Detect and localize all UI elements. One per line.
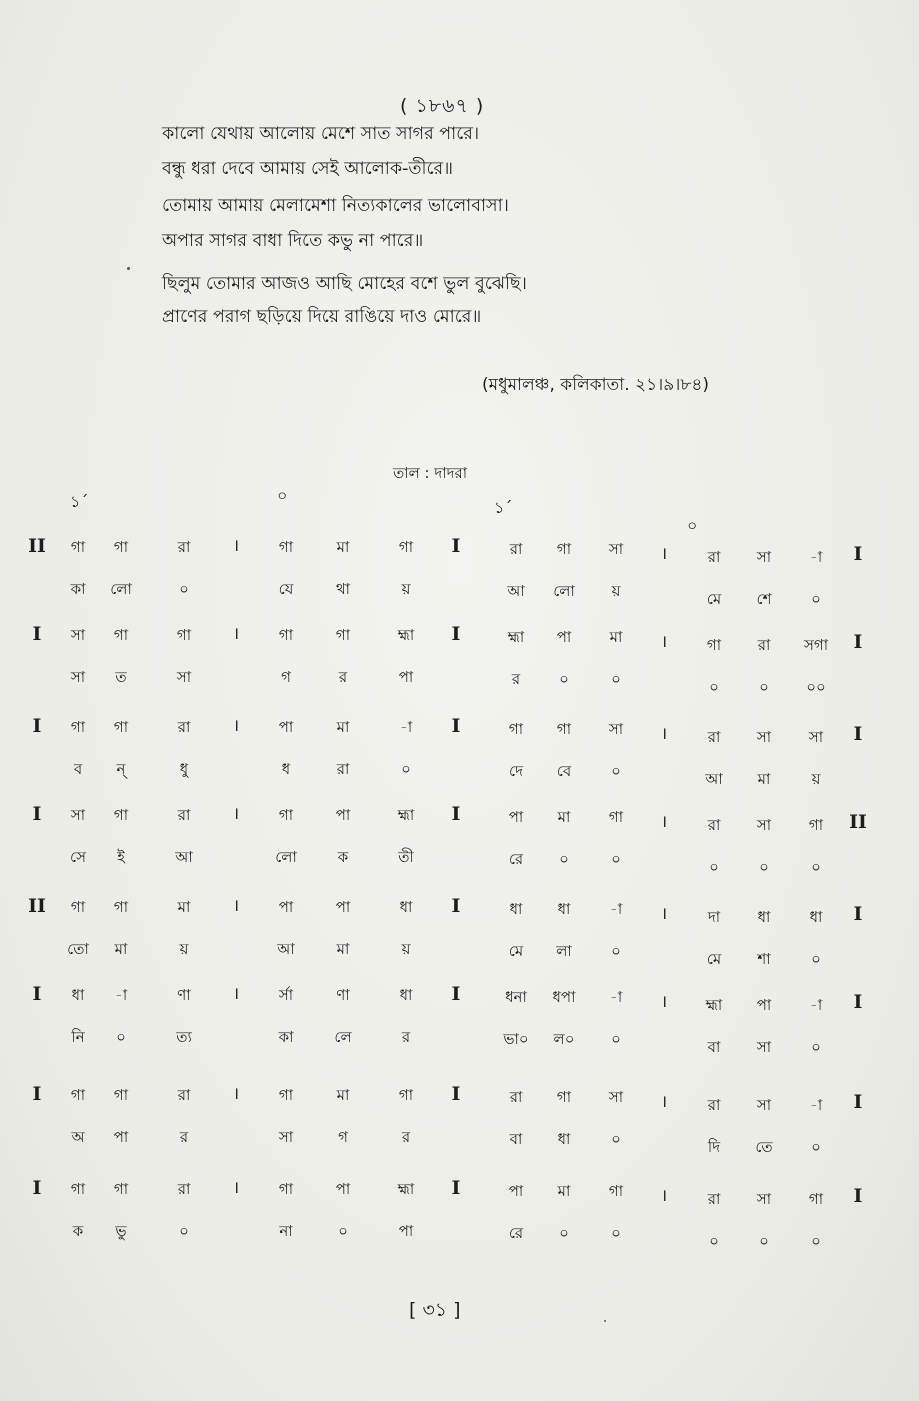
lyric-syllable: ক <box>337 848 349 866</box>
lyric-syllable: মা <box>757 770 771 788</box>
svara-note: গা <box>113 626 129 644</box>
lyric-syllable: রে <box>508 1224 524 1242</box>
svara-note: গা <box>278 626 294 644</box>
lyric-syllable: ল০ <box>553 1030 575 1048</box>
lyric-syllable: তী <box>398 848 414 866</box>
svara-note: পা <box>556 628 572 646</box>
bar-line: II <box>28 535 46 557</box>
lyric-syllable: ধা <box>557 1130 571 1148</box>
svara-note: সা <box>808 728 824 746</box>
lyric-syllable: ০ <box>709 678 719 696</box>
bar-line: I <box>32 1083 42 1105</box>
lyric-syllable: ০ <box>559 850 569 868</box>
lyric-syllable: শে <box>756 590 772 608</box>
svara-note: গা <box>556 1088 572 1106</box>
svara-note: গা <box>608 808 624 826</box>
lyric-syllable: র <box>338 668 348 686</box>
lyric-syllable: লো <box>110 580 132 598</box>
svara-note: ধা <box>399 898 413 916</box>
bar-line: । <box>232 716 240 736</box>
svara-note: গা <box>556 540 572 558</box>
lyric-syllable: ০ <box>611 942 621 960</box>
svara-note: হ্মা <box>397 806 415 824</box>
bar-line: I <box>853 543 863 565</box>
svara-note: -া <box>809 1096 823 1114</box>
bar-line: I <box>853 723 863 745</box>
bar-line: II <box>849 811 867 833</box>
song-number: ( ১৮৬৭ ) <box>400 95 485 117</box>
lyric-syllable: থা <box>335 580 351 598</box>
lyric-syllable: সা <box>70 668 86 686</box>
svara-note: গা <box>398 1086 414 1104</box>
svara-note: মা <box>557 1182 571 1200</box>
svara-note: পা <box>335 898 351 916</box>
svara-note: সা <box>756 1190 772 1208</box>
svara-note: মা <box>336 538 350 556</box>
svara-note: রা <box>509 1088 523 1106</box>
lyric-syllable: কা <box>278 1028 294 1046</box>
svara-note: পা <box>335 806 351 824</box>
bar-line: । <box>232 984 240 1004</box>
lyric-syllable: র <box>179 1128 189 1146</box>
notation-row <box>0 895 919 978</box>
svara-note: গা <box>608 1182 624 1200</box>
bar-line: I <box>451 715 461 737</box>
svara-note: গা <box>278 1180 294 1198</box>
svara-note: হ্মা <box>397 1180 415 1198</box>
lyric-syllable: য় <box>811 770 821 788</box>
lyric-syllable: মা <box>114 940 128 958</box>
lyric-syllable: য় <box>401 940 411 958</box>
svara-note: গা <box>113 718 129 736</box>
lyric-syllable: আ <box>175 848 193 866</box>
svara-note: ধপা <box>552 988 576 1006</box>
lyric-syllable: য় <box>611 582 621 600</box>
svara-note: -া <box>609 988 623 1006</box>
svara-note: -া <box>809 548 823 566</box>
svara-note: ধা <box>399 986 413 1004</box>
lyric-syllable: দি <box>707 1138 721 1156</box>
lyric-syllable: য় <box>401 580 411 598</box>
svara-note: গা <box>176 626 192 644</box>
lyric-syllable: না <box>279 1222 293 1240</box>
svara-note: রা <box>509 540 523 558</box>
lyric-syllable: ০ <box>611 850 621 868</box>
svara-note: পা <box>508 808 524 826</box>
ink-speck <box>127 267 130 270</box>
bar-line: I <box>32 715 42 737</box>
lyric-syllable: ০ <box>811 590 821 608</box>
notation-row <box>0 983 919 1066</box>
lyric-syllable: সা <box>756 1038 772 1056</box>
bar-line: I <box>853 1091 863 1113</box>
svara-note: পা <box>278 898 294 916</box>
svara-note: সা <box>608 1088 624 1106</box>
svara-note: ধা <box>71 986 85 1004</box>
svara-note: রা <box>707 1096 721 1114</box>
lyric-syllable: রে <box>508 850 524 868</box>
lyric-syllable: আ <box>277 940 295 958</box>
svara-note: ধা <box>557 900 571 918</box>
beat-mark: ০ <box>687 516 698 535</box>
bar-line: I <box>451 1177 461 1199</box>
svara-note: রা <box>707 548 721 566</box>
svara-note: গা <box>335 626 351 644</box>
svara-note: রা <box>177 1086 191 1104</box>
lyric-syllable: ই <box>117 848 125 866</box>
svara-note: গা <box>508 720 524 738</box>
bar-line: I <box>853 991 863 1013</box>
lyric-syllable: লো <box>553 582 575 600</box>
svara-note: সা <box>756 816 772 834</box>
svara-note: গা <box>556 720 572 738</box>
lyric-syllable: নি <box>71 1028 85 1046</box>
lyric-syllable: ০ <box>179 1222 189 1240</box>
svara-note: গা <box>398 538 414 556</box>
bar-line: I <box>32 983 42 1005</box>
svara-note: ণা <box>336 986 350 1004</box>
bar-line: I <box>853 903 863 925</box>
svara-note: পা <box>278 718 294 736</box>
bar-line: । <box>660 992 668 1012</box>
lyric-line: অপার সাগর বাধা দিতে কভু না পারে॥ <box>162 231 424 251</box>
page-number: [ ৩১ ] <box>409 1299 461 1321</box>
svara-note: ধা <box>757 908 771 926</box>
svara-note: গা <box>278 538 294 556</box>
lyric-syllable: ভু <box>115 1222 127 1240</box>
lyrics-block <box>162 120 802 332</box>
svara-note: -া <box>114 986 128 1004</box>
lyric-syllable: ০ <box>179 580 189 598</box>
lyric-syllable: র <box>401 1028 411 1046</box>
bar-line: I <box>451 1083 461 1105</box>
svara-note: গা <box>278 806 294 824</box>
beat-mark: ১´ <box>494 498 513 517</box>
svara-note: রা <box>707 728 721 746</box>
bar-line: । <box>232 896 240 916</box>
lyric-syllable: য় <box>179 940 189 958</box>
lyric-syllable: ০ <box>559 670 569 688</box>
lyric-syllable: ০ <box>611 1224 621 1242</box>
bar-line: । <box>232 804 240 824</box>
bar-line: I <box>451 623 461 645</box>
lyric-syllable: ধু <box>179 760 189 778</box>
notation-row <box>0 623 919 706</box>
bar-line: । <box>660 544 668 564</box>
notation-row <box>0 715 919 798</box>
lyric-line: প্রাণের পরাগ ছড়িয়ে দিয়ে রাঙিয়ে দাও মোরে॥ <box>162 307 482 327</box>
bar-line: । <box>660 904 668 924</box>
notation-row <box>0 803 919 886</box>
svara-note: -া <box>609 900 623 918</box>
svara-note: সা <box>608 540 624 558</box>
lyric-syllable: শা <box>757 950 771 968</box>
lyric-syllable: আ <box>507 582 525 600</box>
lyric-syllable: ক <box>72 1222 84 1240</box>
lyric-syllable: ব <box>73 760 83 778</box>
ink-speck <box>604 1320 606 1322</box>
lyric-syllable: লা <box>556 942 572 960</box>
bar-line: । <box>660 1186 668 1206</box>
svara-note: রা <box>177 806 191 824</box>
bar-line: I <box>853 631 863 653</box>
lyric-syllable: বে <box>556 762 572 780</box>
notation-row <box>0 1083 919 1166</box>
svara-note: মা <box>336 1086 350 1104</box>
bar-line: I <box>451 535 461 557</box>
bar-line: । <box>232 1178 240 1198</box>
bar-line: I <box>451 895 461 917</box>
lyric-syllable: ০ <box>811 858 821 876</box>
bar-line: । <box>232 1084 240 1104</box>
taal-label: তাল : দাদরা <box>393 464 468 482</box>
bar-line: I <box>451 803 461 825</box>
lyric-syllable: ত <box>115 668 127 686</box>
lyric-syllable: ০ <box>759 1232 769 1250</box>
svara-note: সা <box>70 626 86 644</box>
lyric-syllable: যে <box>278 580 294 598</box>
lyric-syllable: রা <box>336 760 350 778</box>
svara-note: পা <box>508 1182 524 1200</box>
svara-note: রা <box>177 538 191 556</box>
lyric-syllable: মা <box>336 940 350 958</box>
lyric-syllable: মে <box>706 590 722 608</box>
lyric-syllable: ০ <box>811 1138 821 1156</box>
beat-mark: ১´ <box>70 492 89 511</box>
lyric-syllable: লো <box>275 848 297 866</box>
lyric-syllable: আ <box>705 770 723 788</box>
svara-note: গা <box>70 538 86 556</box>
bar-line: II <box>28 895 46 917</box>
lyric-syllable: ত্য <box>176 1028 192 1046</box>
svara-note: সা <box>756 728 772 746</box>
svara-note: হ্মা <box>397 626 415 644</box>
lyric-syllable: ০ <box>811 1232 821 1250</box>
svara-note: মা <box>336 718 350 736</box>
bar-line: I <box>853 1185 863 1207</box>
svara-note: রা <box>707 1190 721 1208</box>
svara-note: হ্মা <box>705 996 723 1014</box>
bar-line: I <box>32 623 42 645</box>
bar-line: । <box>660 724 668 744</box>
lyric-syllable: দে <box>509 762 523 780</box>
bar-line: । <box>660 632 668 652</box>
svara-note: গা <box>113 1086 129 1104</box>
lyric-syllable: কা <box>70 580 86 598</box>
svara-note: রা <box>707 816 721 834</box>
lyric-syllable: ০ <box>611 670 621 688</box>
svara-note: সগা <box>803 636 829 654</box>
lyric-syllable: ০ <box>611 762 621 780</box>
lyric-syllable: ০০ <box>806 678 826 696</box>
svara-note: রা <box>177 1180 191 1198</box>
lyric-syllable: মে <box>706 950 722 968</box>
lyric-syllable: গ <box>281 668 291 686</box>
svara-note: সা <box>70 806 86 824</box>
lyric-syllable: সে <box>70 848 86 866</box>
svara-note: -া <box>399 718 413 736</box>
lyric-syllable: ০ <box>709 858 719 876</box>
svara-note: গা <box>808 816 824 834</box>
bar-line: । <box>660 1092 668 1112</box>
svara-note: পা <box>335 1180 351 1198</box>
lyric-line: ছিলুম তোমার আজও আছি মোহের বশে ভুল বুঝেছি। <box>162 274 527 294</box>
svara-note: গা <box>70 718 86 736</box>
lyric-syllable: সা <box>278 1128 294 1146</box>
bar-line: I <box>451 983 461 1005</box>
svara-note: ধা <box>809 908 823 926</box>
lyric-syllable: মে <box>508 942 524 960</box>
svara-note: সা <box>756 548 772 566</box>
lyric-syllable: বা <box>707 1038 721 1056</box>
lyric-syllable: ০ <box>709 1232 719 1250</box>
svara-note: রা <box>177 718 191 736</box>
svara-note: মা <box>177 898 191 916</box>
lyric-line: বন্ধু ধরা দেবে আমায় সেই আলোক-তীরে॥ <box>162 159 454 179</box>
lyric-syllable: ধ <box>281 760 291 778</box>
lyric-syllable: পা <box>398 1222 414 1240</box>
svara-note: গা <box>70 1086 86 1104</box>
svara-note: গা <box>70 898 86 916</box>
svara-note: দা <box>707 908 721 926</box>
lyric-syllable: গ <box>338 1128 348 1146</box>
lyric-syllable: র <box>401 1128 411 1146</box>
bar-line: I <box>32 1177 42 1199</box>
lyric-syllable: ০ <box>611 1130 621 1148</box>
svara-note: গা <box>113 898 129 916</box>
svara-note: র্সা <box>278 986 294 1004</box>
lyric-syllable: পা <box>113 1128 129 1146</box>
svara-note: গা <box>113 1180 129 1198</box>
svara-note: পা <box>756 996 772 1014</box>
lyric-syllable: ০ <box>611 1030 621 1048</box>
bar-line: । <box>660 812 668 832</box>
lyric-syllable: তো <box>67 940 89 958</box>
beat-mark: ০ <box>277 486 288 505</box>
lyric-line: তোমায় আমায় মেলামেশা নিত্যকালের ভালোবাসা। <box>162 196 509 216</box>
source-note: (মধুমালঞ্চ, কলিকাতা. ২১।৯।৮৪) <box>482 375 710 395</box>
svara-note: ণা <box>177 986 191 1004</box>
bar-line: । <box>232 624 240 644</box>
lyric-syllable: ০ <box>116 1028 126 1046</box>
lyric-syllable: তে <box>755 1138 773 1156</box>
bar-line: । <box>232 536 240 556</box>
lyric-syllable: র <box>511 670 521 688</box>
svara-note: গা <box>113 806 129 824</box>
lyric-syllable: লে <box>334 1028 352 1046</box>
lyric-syllable: ন্ <box>116 760 126 778</box>
lyric-syllable: ভা০ <box>503 1030 529 1048</box>
lyric-syllable: ০ <box>811 950 821 968</box>
lyric-syllable: ০ <box>811 1038 821 1056</box>
svara-note: সা <box>756 1096 772 1114</box>
lyric-line: কালো যেথায় আলোয় মেশে সাত সাগর পারে। <box>162 124 480 144</box>
svara-note: ধা <box>509 900 523 918</box>
svara-note: হ্মা <box>507 628 525 646</box>
lyric-syllable: ০ <box>338 1222 348 1240</box>
lyric-syllable: ০ <box>401 760 411 778</box>
svara-note: মা <box>609 628 623 646</box>
svara-note: গা <box>706 636 722 654</box>
notation-row <box>0 535 919 618</box>
bar-line: I <box>32 803 42 825</box>
svara-note: -া <box>809 996 823 1014</box>
lyric-syllable: অ <box>71 1128 85 1146</box>
notation-row <box>0 1177 919 1260</box>
svara-note: গা <box>70 1180 86 1198</box>
svara-note: মা <box>557 808 571 826</box>
svara-note: ধনা <box>505 988 527 1006</box>
lyric-syllable: ০ <box>759 858 769 876</box>
svara-note: গা <box>808 1190 824 1208</box>
lyric-syllable: ০ <box>559 1224 569 1242</box>
lyric-syllable: পা <box>398 668 414 686</box>
svara-note: সা <box>608 720 624 738</box>
svara-note: রা <box>757 636 771 654</box>
svara-note: গা <box>113 538 129 556</box>
lyric-syllable: বা <box>509 1130 523 1148</box>
lyric-syllable: সা <box>176 668 192 686</box>
lyric-syllable: ০ <box>759 678 769 696</box>
svara-note: গা <box>278 1086 294 1104</box>
